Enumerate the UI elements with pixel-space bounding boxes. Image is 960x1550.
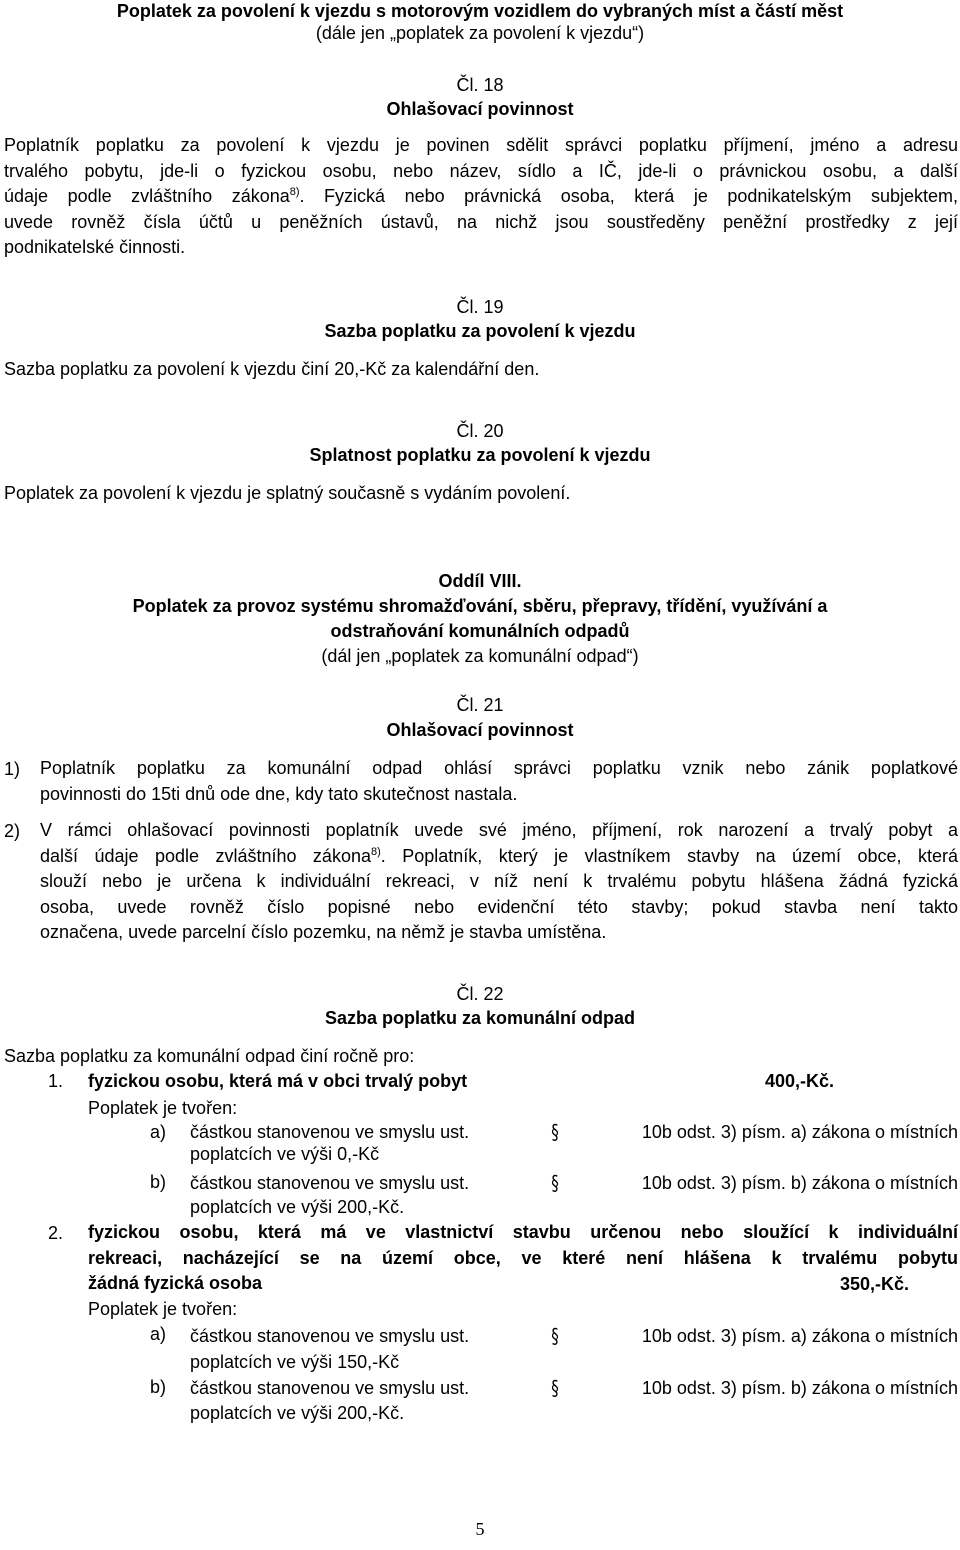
text-run: . Fyzická nebo právnická osoba, která je podnikatelským subjektem, xyxy=(299,186,958,206)
paragraph-line: V rámci ohlašovací povinnosti poplatník uvede své jméno, příjmení, rok narození a trvalý pobyt a xyxy=(40,820,958,840)
article-text: Poplatek za povolení k vjezdu je splatný současně s vydáním povolení. xyxy=(4,483,571,503)
paragraph-line: žádná fyzická osoba xyxy=(88,1273,263,1293)
sub-item-label: a) xyxy=(150,1324,167,1344)
footnote-ref: 8) xyxy=(370,845,381,858)
paragraph-line: podnikatelské činnosti. xyxy=(4,237,186,257)
sub-item-line xyxy=(190,1323,958,1349)
text-run: částkou stanovenou ve smyslu ust. xyxy=(190,1173,470,1193)
article-number: Čl. 22 xyxy=(456,984,504,1004)
section-subtitle: (dále jen „poplatek za povolení k vjezdu“) xyxy=(315,23,645,43)
sub-item-line xyxy=(190,1376,958,1401)
list-number: 2) xyxy=(4,821,21,841)
page-number: 5 xyxy=(475,1519,485,1539)
article-title: Ohlašovací povinnost xyxy=(386,99,574,119)
rate-amount: 350,-Kč. xyxy=(840,1274,910,1294)
article-text: Sazba poplatku za komunální odpad činí ročně pro: xyxy=(4,1046,415,1066)
section-title: Poplatek za povolení k vjezdu s motorovým vozidlem do vybraných míst a částí měst xyxy=(116,1,844,21)
paragraph-line: označena, uvede parcelní číslo pozemku, na němž je stavba umístěna. xyxy=(40,922,607,942)
section-title: Poplatek za provoz systému shromažďování, sběru, přepravy, třídění, využívání a xyxy=(132,596,828,616)
text-run: částkou stanovenou ve smyslu ust. xyxy=(190,1122,470,1142)
text-run: částkou stanovenou ve smyslu ust. xyxy=(190,1326,470,1346)
article-title: Sazba poplatku za povolení k vjezdu xyxy=(324,321,636,341)
text-run: . Poplatník, který je vlastníkem stavby na území obce, která xyxy=(380,845,958,866)
paragraph-line xyxy=(4,184,958,210)
rate-composition-label: Poplatek je tvořen: xyxy=(88,1098,238,1118)
sub-item xyxy=(190,1171,958,1219)
sub-item-line: poplatcích ve výši 150,-Kč xyxy=(190,1352,400,1372)
text-run: údaje podle zvláštního zákona xyxy=(4,186,290,206)
list-number: 1. xyxy=(48,1071,64,1091)
sub-item-line xyxy=(190,1121,958,1143)
text-run: 10b odst. 3) písm. b) zákona o místních xyxy=(641,1173,958,1193)
sub-item-line: poplatcích ve výši 0,-Kč xyxy=(190,1144,380,1164)
paragraph-line: trvalého pobytu, jde-li o fyzickou osobu, nebo název, sídlo a IČ, jde-li o právnickou osobu, a další xyxy=(4,160,958,181)
paragraph-line: Poplatník poplatku za povolení k vjezdu je povinen sdělit správci poplatku příjmení, jméno a adresu xyxy=(4,135,958,155)
paragraph-line xyxy=(40,844,958,870)
article-text: Sazba poplatku za povolení k vjezdu činí 20,-Kč za kalendářní den. xyxy=(4,359,540,379)
sub-item-line: poplatcích ve výši 200,-Kč. xyxy=(190,1197,405,1217)
text-run: 10b odst. 3) písm. a) zákona o místních xyxy=(641,1326,958,1346)
paragraph-line: rekreaci, nacházející se na území obce, ve které není hlášena k trvalému pobytu xyxy=(88,1247,958,1268)
paragraph-line: povinnosti do 15ti dnů ode dne, kdy tato skutečnost nastala. xyxy=(40,783,518,804)
list-item xyxy=(40,818,958,946)
sub-item xyxy=(190,1376,958,1426)
paragraph-line: slouží nebo je určena k individuální rekreaci, v níž není k trvalému pobytu hlášena žádná fyzická xyxy=(40,871,958,891)
article-paragraph xyxy=(4,133,958,261)
article-title: Sazba poplatku za komunální odpad xyxy=(324,1008,636,1028)
article-title: Splatnost poplatku za povolení k vjezdu xyxy=(309,445,651,465)
sub-item-line xyxy=(190,1171,958,1195)
article-number: Čl. 18 xyxy=(456,75,504,95)
section-heading: Oddíl VIII. xyxy=(438,571,522,591)
paragraph-line: fyzickou osobu, která má ve vlastnictví stavbu určenou nebo sloužící k individuální xyxy=(88,1222,958,1242)
article-title: Ohlašovací povinnost xyxy=(386,720,574,740)
text-run: částkou stanovenou ve smyslu ust. xyxy=(190,1378,470,1398)
section-sign: § xyxy=(551,1120,560,1144)
rate-amount: 400,-Kč. xyxy=(765,1071,835,1091)
list-number: 2. xyxy=(48,1223,64,1243)
section-sign: § xyxy=(551,1376,560,1400)
section-sign: § xyxy=(551,1171,560,1195)
sub-item-label: a) xyxy=(150,1122,167,1142)
sub-item-line: poplatcích ve výši 200,-Kč. xyxy=(190,1403,405,1423)
sub-item xyxy=(190,1121,958,1165)
article-number: Čl. 21 xyxy=(456,695,504,715)
sub-item-label: b) xyxy=(150,1377,167,1397)
text-run: 10b odst. 3) písm. b) zákona o místních xyxy=(641,1378,958,1398)
sub-item-label: b) xyxy=(150,1172,167,1192)
article-number: Čl. 19 xyxy=(456,297,504,317)
section-sign: § xyxy=(551,1324,560,1348)
list-item xyxy=(40,756,958,807)
rate-description: fyzickou osobu, která má v obci trvalý pobyt xyxy=(88,1071,468,1091)
rate-description xyxy=(88,1220,958,1297)
rate-composition-label: Poplatek je tvořen: xyxy=(88,1299,238,1319)
paragraph-line: osoba, uvede rovněž číslo popisné nebo evidenční této stavby; pokud stavba není takto xyxy=(40,896,958,917)
section-title: odstraňování komunálních odpadů xyxy=(330,621,630,641)
paragraph-line: Poplatník poplatku za komunální odpad ohlásí správci poplatku vznik nebo zánik poplatkové xyxy=(40,758,958,778)
paragraph-line: uvede rovněž čísla účtů u peněžních ústavů, na nichž jsou soustředěny peněžní prostředky z její xyxy=(4,211,958,232)
footnote-ref: 8) xyxy=(289,186,300,198)
text-run: další údaje podle zvláštního zákona xyxy=(40,845,371,866)
article-number: Čl. 20 xyxy=(456,421,504,441)
sub-item xyxy=(190,1323,958,1375)
text-run: 10b odst. 3) písm. a) zákona o místních xyxy=(641,1122,958,1142)
list-number: 1) xyxy=(4,759,21,779)
section-subtitle: (dál jen „poplatek za komunální odpad“) xyxy=(321,646,639,666)
